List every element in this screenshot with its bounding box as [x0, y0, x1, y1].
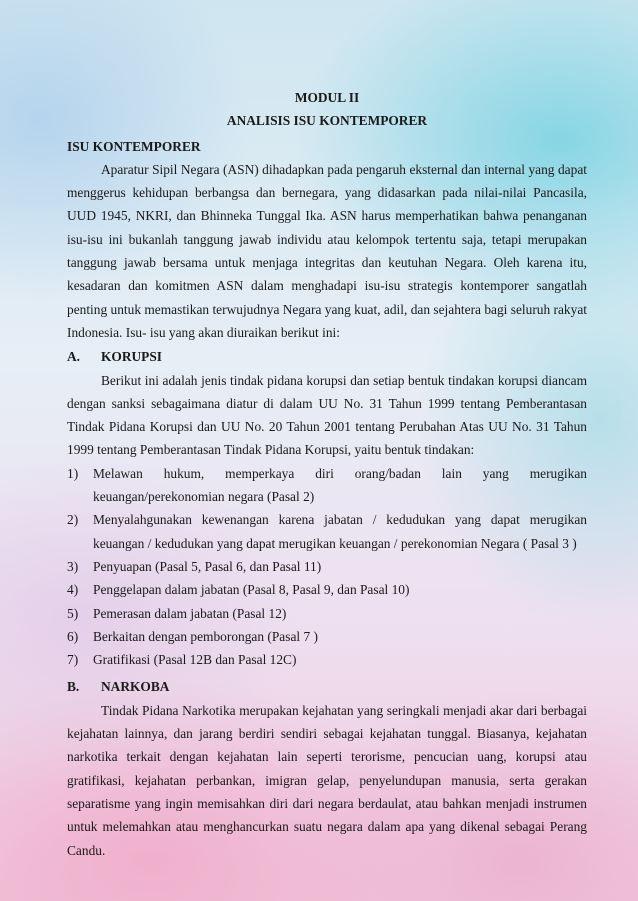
module-title: MODUL II — [294, 90, 360, 105]
corruption-list — [67, 462, 587, 672]
list-item-text: Gratifikasi (Pasal 12B dan Pasal 12C) — [93, 652, 297, 668]
section-a-title: KORUPSI — [101, 349, 163, 365]
section-heading: ISU KONTEMPORER — [67, 138, 201, 154]
list-item-text: Penggelapan dalam jabatan (Pasal 8, Pasal 9, dan Pasal 10) — [93, 582, 410, 598]
document-page — [67, 86, 587, 862]
list-item — [67, 648, 587, 671]
list-item-number: 6) — [67, 628, 79, 644]
list-item-number: 5) — [67, 605, 79, 621]
list-item — [67, 462, 587, 509]
list-item-text: Berkaitan dengan pemborongan (Pasal 7 ) — [93, 628, 318, 644]
section-b-paragraph: Tindak Pidana Narkotika merupakan kejahatan yang seringkali menjadi akar dari berbagai kejahatan lainnya, dan jarang berdiri sendiri sebagai kejahatan tunggal. Biasanya, kejahatan narkotika terkait dengan kejahatan lain seperti terorisme, pencucian uang, korupsi atau gratifikasi, kejahatan perbankan, imigran gelap, penyelundupan manusia, serta gerakan separatisme yang ingin memisahkan diri dari negara berdaulat, atau bahkan menjadi instrumen untuk melemahkan atau menghancurkan suatu negara dalam apa yang dikenal sebagai Perang Candu. — [67, 702, 587, 858]
section-b-number: B. — [67, 679, 80, 695]
module-subtitle: ANALISIS ISU KONTEMPORER — [226, 113, 428, 129]
list-item-text: Pemerasan dalam jabatan (Pasal 12) — [93, 605, 287, 621]
list-item — [67, 625, 587, 648]
list-item-number: 2) — [67, 512, 79, 528]
list-item-number: 3) — [67, 558, 79, 574]
list-item — [67, 555, 587, 578]
list-item — [67, 602, 587, 625]
section-a-heading — [67, 345, 587, 368]
list-item-text: Menyalahgunakan kewenangan karena jabatan / kedudukan yang dapat merugikan keuangan / kedudukan yang dapat merugikan keuangan / perekonomian Negara ( Pasal 3 ) — [93, 512, 587, 551]
list-item-text: Melawan hukum, memperkaya diri orang/badan lain yang merugikan keuangan/perekonomian negara (Pasal 2) — [93, 465, 587, 505]
list-item — [67, 578, 587, 601]
list-item-number: 1) — [67, 465, 79, 481]
section-a-paragraph: Berikut ini adalah jenis tindak pidana korupsi dan setiap bentuk tindakan korupsi diancam dengan sanksi sebagaimana diatur di dalam UU No. 31 Tahun 1999 tentang Pemberantasan Tindak Pidana Korupsi dan UU No. 20 Tahun 2001 tentang Perubahan Atas UU No. 31 Tahun 1999 tentang Pemberantasan Tindak Pidana Korupsi, yaitu bentuk tindakan: — [67, 372, 587, 458]
list-item-number: 7) — [67, 652, 79, 668]
list-item-number: 4) — [67, 582, 79, 598]
list-item — [67, 508, 587, 555]
section-b-heading — [67, 675, 587, 698]
section-a-number: A. — [67, 349, 81, 365]
section-b-title: NARKOBA — [101, 679, 170, 695]
list-item-text: Penyuapan (Pasal 5, Pasal 6, dan Pasal 11) — [93, 558, 322, 574]
intro-paragraph: Aparatur Sipil Negara (ASN) dihadapkan pada pengaruh eksternal dan internal yang dapat menggerus kehidupan berbangsa dan bernegara, yang didasarkan pada nilai-nilai Pancasila, UUD 1945, NKRI, dan Bhinneka Tunggal Ika. ASN harus memperhatikan bahwa penanganan isu-isu ini bukanlah tanggung jawab individu atau kelompok tertentu saja, tetapi merupakan tanggung jawab bersama untuk menjaga integritas dan keutuhan Negara. Oleh karena itu, kesadaran dan komitmen ASN dalam menghadapi isu-isu strategis kontemporer sangatlah penting untuk memastikan terwujudnya Negara yang kuat, adil, dan sejahtera bagi seluruh rakyat Indonesia. Isu- isu yang akan diuraikan berikut ini: — [67, 161, 587, 340]
